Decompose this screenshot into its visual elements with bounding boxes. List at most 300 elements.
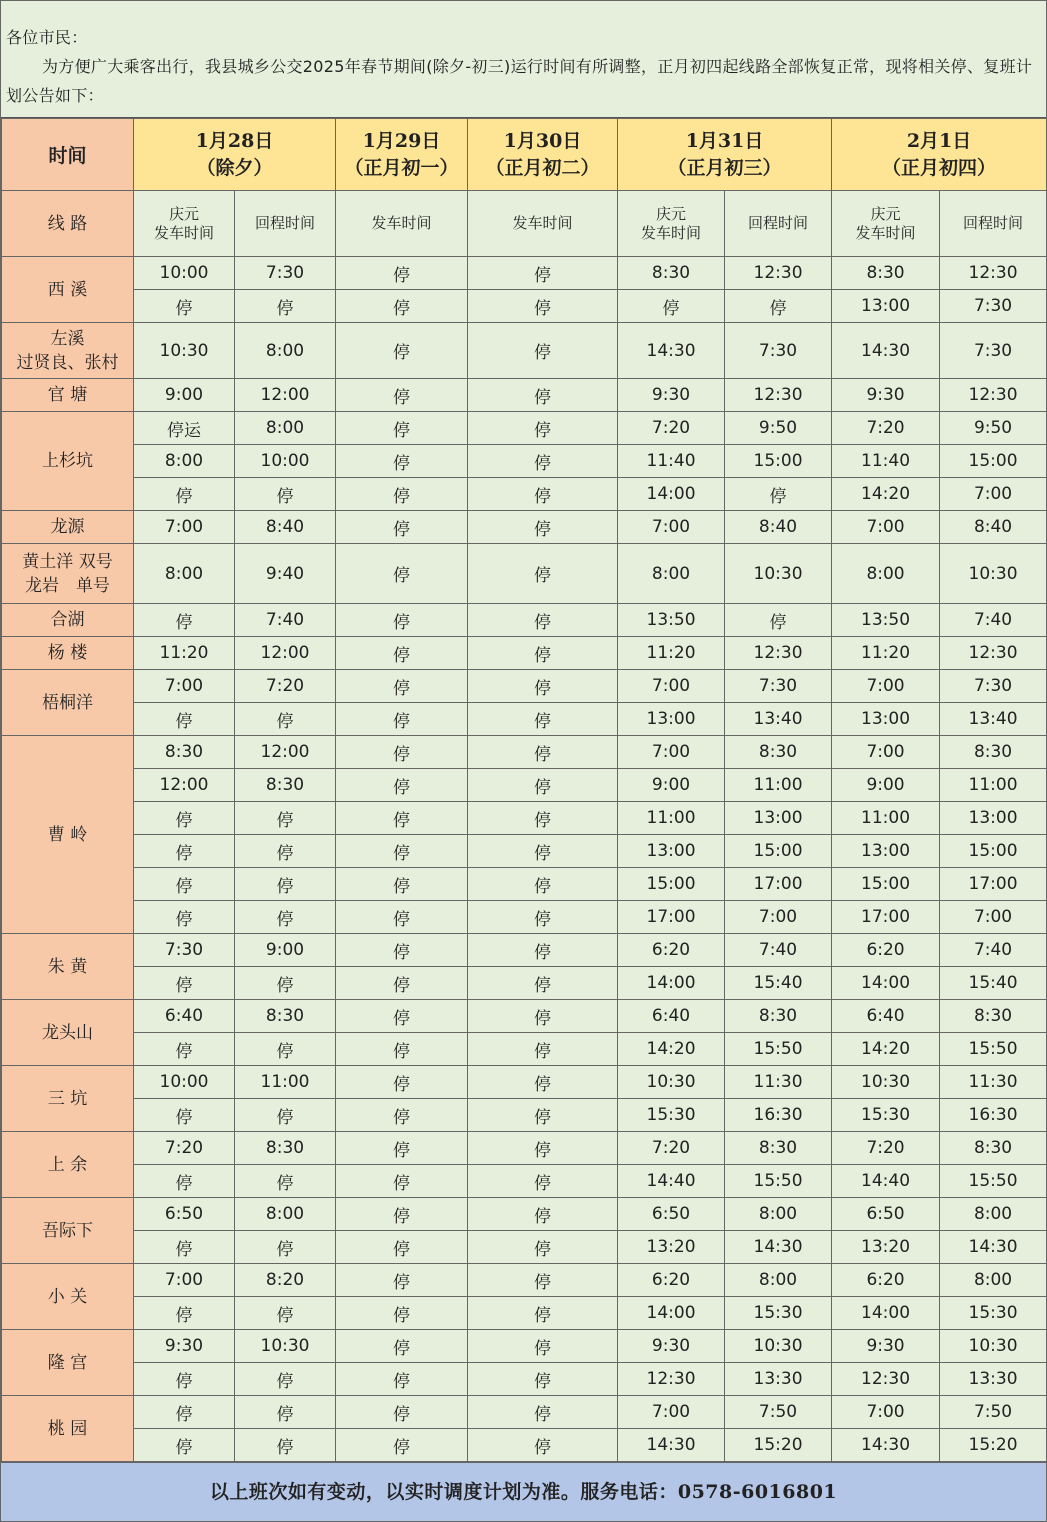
schedule-cell: 11:30 <box>940 1066 1047 1099</box>
schedule-cell: 7:00 <box>940 478 1047 511</box>
schedule-cell: 7:40 <box>940 604 1047 637</box>
table-row <box>2 1297 1047 1330</box>
schedule-cell: 停 <box>468 412 618 445</box>
table-row <box>2 901 1047 934</box>
date-label: 1月29日 <box>362 129 441 152</box>
schedule-cell: 停 <box>725 290 832 323</box>
schedule-cell: 15:30 <box>940 1297 1047 1330</box>
schedule-cell: 停 <box>468 1297 618 1330</box>
schedule-cell: 11:00 <box>725 769 832 802</box>
schedule-cell: 停 <box>336 1297 468 1330</box>
schedule-cell: 8:00 <box>235 412 336 445</box>
schedule-cell: 13:00 <box>832 703 940 736</box>
schedule-cell: 7:00 <box>618 670 725 703</box>
schedule-cell: 停 <box>468 835 618 868</box>
schedule-cell: 13:00 <box>618 835 725 868</box>
schedule-cell: 11:00 <box>832 802 940 835</box>
schedule-cell: 停 <box>235 967 336 1000</box>
schedule-cell: 停 <box>725 604 832 637</box>
schedule-cell: 停 <box>134 1231 235 1264</box>
schedule-body <box>2 257 1047 1462</box>
schedule-cell: 7:00 <box>832 670 940 703</box>
table-row <box>2 1066 1047 1099</box>
schedule-cell: 停 <box>468 934 618 967</box>
schedule-cell: 14:20 <box>832 478 940 511</box>
schedule-cell: 6:50 <box>832 1198 940 1231</box>
schedule-cell: 停 <box>336 1165 468 1198</box>
schedule-cell: 10:00 <box>134 1066 235 1099</box>
schedule-cell: 8:30 <box>618 257 725 290</box>
intro-body: 为方便广大乘客出行，我县城乡公交2025年春节期间(除夕-初三)运行时间有所调整，正月初四起线路全部恢复正常，现将相关停、复班计划公告如下： <box>6 57 1033 105</box>
schedule-cell: 停 <box>468 478 618 511</box>
table-row <box>2 257 1047 290</box>
schedule-cell: 停 <box>134 1165 235 1198</box>
schedule-cell: 停 <box>336 1066 468 1099</box>
schedule-cell: 8:30 <box>940 1000 1047 1033</box>
date-label: 1月28日 <box>195 129 274 152</box>
schedule-cell: 6:40 <box>134 1000 235 1033</box>
schedule-cell: 7:30 <box>725 323 832 379</box>
schedule-cell: 7:00 <box>832 736 940 769</box>
schedule-cell: 14:30 <box>725 1231 832 1264</box>
date-sub-label: （正月初三） <box>667 156 782 179</box>
schedule-cell: 10:30 <box>832 1066 940 1099</box>
schedule-cell: 停 <box>235 1165 336 1198</box>
schedule-cell: 停 <box>336 544 468 604</box>
route-name: 三 坑 <box>2 1066 134 1132</box>
table-row <box>2 769 1047 802</box>
schedule-cell: 7:00 <box>618 736 725 769</box>
schedule-cell: 8:30 <box>134 736 235 769</box>
schedule-cell: 6:40 <box>832 1000 940 1033</box>
schedule-cell: 停 <box>336 511 468 544</box>
schedule-cell: 8:00 <box>134 445 235 478</box>
schedule-cell: 停 <box>468 1165 618 1198</box>
schedule-cell: 停 <box>235 1033 336 1066</box>
schedule-cell: 8:30 <box>725 1132 832 1165</box>
schedule-cell: 15:30 <box>618 1099 725 1132</box>
schedule-cell: 7:20 <box>832 412 940 445</box>
schedule-cell: 停 <box>336 1363 468 1396</box>
sub-column-header: 回程时间 <box>235 191 336 257</box>
schedule-cell: 8:00 <box>235 1198 336 1231</box>
schedule-cell: 9:00 <box>832 769 940 802</box>
schedule-cell: 停 <box>336 1033 468 1066</box>
schedule-cell: 7:20 <box>134 1132 235 1165</box>
schedule-cell: 停 <box>336 670 468 703</box>
table-row <box>2 511 1047 544</box>
sub-column-header: 回程时间 <box>725 191 832 257</box>
schedule-cell: 7:00 <box>134 511 235 544</box>
time-header: 时间 <box>2 119 134 191</box>
schedule-cell: 7:30 <box>235 257 336 290</box>
schedule-cell: 9:00 <box>618 769 725 802</box>
schedule-cell: 13:20 <box>618 1231 725 1264</box>
schedule-cell: 14:30 <box>940 1231 1047 1264</box>
schedule-cell: 停 <box>468 604 618 637</box>
schedule-cell: 停 <box>468 1330 618 1363</box>
schedule-cell: 9:00 <box>134 379 235 412</box>
schedule-cell: 13:00 <box>618 703 725 736</box>
schedule-cell: 停 <box>235 802 336 835</box>
route-name: 隆 宫 <box>2 1330 134 1396</box>
schedule-cell: 7:20 <box>618 412 725 445</box>
table-row <box>2 290 1047 323</box>
schedule-cell: 12:30 <box>940 379 1047 412</box>
schedule-cell: 10:00 <box>134 257 235 290</box>
schedule-cell: 停 <box>336 1429 468 1462</box>
schedule-cell: 12:30 <box>725 257 832 290</box>
schedule-cell: 10:30 <box>725 1330 832 1363</box>
schedule-cell: 15:20 <box>940 1429 1047 1462</box>
schedule-cell: 7:30 <box>940 670 1047 703</box>
route-name: 龙源 <box>2 511 134 544</box>
schedule-cell: 停 <box>134 1099 235 1132</box>
schedule-cell: 8:00 <box>235 323 336 379</box>
schedule-cell: 停 <box>336 604 468 637</box>
schedule-cell: 停 <box>235 1363 336 1396</box>
schedule-cell: 7:30 <box>940 323 1047 379</box>
schedule-cell: 7:50 <box>940 1396 1047 1429</box>
schedule-cell: 14:00 <box>618 478 725 511</box>
schedule-cell: 16:30 <box>725 1099 832 1132</box>
date-sub-label: （除夕） <box>196 156 273 179</box>
schedule-cell: 14:00 <box>832 1297 940 1330</box>
schedule-cell: 12:30 <box>940 257 1047 290</box>
schedule-cell: 停 <box>336 412 468 445</box>
schedule-cell: 11:20 <box>618 637 725 670</box>
schedule-cell: 8:00 <box>134 544 235 604</box>
date-label: 1月31日 <box>685 129 764 152</box>
schedule-cell: 停 <box>235 1099 336 1132</box>
schedule-cell: 9:40 <box>235 544 336 604</box>
schedule-cell: 15:50 <box>725 1165 832 1198</box>
schedule-cell: 停 <box>134 1363 235 1396</box>
schedule-cell: 停 <box>468 736 618 769</box>
schedule-cell: 停 <box>235 901 336 934</box>
table-row <box>2 670 1047 703</box>
schedule-cell: 停 <box>468 1429 618 1462</box>
schedule-cell: 9:50 <box>725 412 832 445</box>
date-sub-label: （正月初二） <box>485 156 600 179</box>
schedule-cell: 停 <box>134 604 235 637</box>
schedule-cell: 停 <box>618 290 725 323</box>
schedule-cell: 15:00 <box>940 835 1047 868</box>
table-row <box>2 703 1047 736</box>
schedule-cell: 11:20 <box>832 637 940 670</box>
route-name: 梧桐洋 <box>2 670 134 736</box>
date-sub-label: （正月初一） <box>344 156 459 179</box>
schedule-cell: 停 <box>468 379 618 412</box>
footer-note: 以上班次如有变动，以实时调度计划为准。服务电话：0578-6016801 <box>1 1462 1046 1521</box>
schedule-cell: 17:00 <box>940 868 1047 901</box>
schedule-cell: 10:00 <box>235 445 336 478</box>
schedule-cell: 13:50 <box>832 604 940 637</box>
table-row <box>2 967 1047 1000</box>
schedule-cell: 11:00 <box>618 802 725 835</box>
date-sub-label: （正月初四） <box>882 156 997 179</box>
schedule-cell: 停 <box>468 1231 618 1264</box>
schedule-cell: 14:20 <box>832 1033 940 1066</box>
route-name: 吾际下 <box>2 1198 134 1264</box>
route-name: 小 关 <box>2 1264 134 1330</box>
table-row <box>2 1264 1047 1297</box>
route-name: 龙头山 <box>2 1000 134 1066</box>
route-name: 官 塘 <box>2 379 134 412</box>
schedule-cell: 7:00 <box>832 511 940 544</box>
schedule-cell: 9:30 <box>832 379 940 412</box>
schedule-cell: 8:30 <box>832 257 940 290</box>
schedule-cell: 14:40 <box>832 1165 940 1198</box>
schedule-cell: 6:20 <box>618 934 725 967</box>
schedule-cell: 7:30 <box>134 934 235 967</box>
schedule-cell: 15:40 <box>725 967 832 1000</box>
schedule-cell: 15:00 <box>832 868 940 901</box>
schedule-cell: 7:30 <box>940 290 1047 323</box>
schedule-cell: 15:00 <box>940 445 1047 478</box>
table-row <box>2 1198 1047 1231</box>
schedule-cell: 14:00 <box>618 967 725 1000</box>
schedule-cell: 11:20 <box>134 637 235 670</box>
schedule-cell: 17:00 <box>618 901 725 934</box>
schedule-cell: 停 <box>134 703 235 736</box>
route-name: 上 余 <box>2 1132 134 1198</box>
table-row <box>2 1396 1047 1429</box>
schedule-cell: 9:30 <box>618 1330 725 1363</box>
schedule-cell: 停 <box>468 257 618 290</box>
schedule-cell: 10:30 <box>134 323 235 379</box>
sub-column-header: 回程时间 <box>940 191 1047 257</box>
schedule-cell: 停 <box>468 1264 618 1297</box>
schedule-cell: 10:30 <box>725 544 832 604</box>
schedule-cell: 15:20 <box>725 1429 832 1462</box>
schedule-cell: 16:30 <box>940 1099 1047 1132</box>
schedule-cell: 停 <box>468 1000 618 1033</box>
schedule-cell: 12:00 <box>235 379 336 412</box>
schedule-cell: 停 <box>134 835 235 868</box>
schedule-cell: 7:00 <box>725 901 832 934</box>
schedule-cell: 14:00 <box>618 1297 725 1330</box>
schedule-cell: 停 <box>468 637 618 670</box>
schedule-cell: 7:00 <box>618 511 725 544</box>
route-name: 桃 园 <box>2 1396 134 1462</box>
schedule-cell: 8:40 <box>235 511 336 544</box>
schedule-cell: 7:30 <box>725 670 832 703</box>
date-header-row <box>2 119 1047 191</box>
table-row <box>2 1429 1047 1462</box>
schedule-cell: 13:00 <box>725 802 832 835</box>
schedule-cell: 7:00 <box>832 1396 940 1429</box>
schedule-cell: 停 <box>336 769 468 802</box>
schedule-cell: 14:40 <box>618 1165 725 1198</box>
sub-column-header: 发车时间 <box>336 191 468 257</box>
schedule-cell: 13:50 <box>618 604 725 637</box>
schedule-cell: 10:30 <box>618 1066 725 1099</box>
schedule-cell: 停 <box>336 1132 468 1165</box>
schedule-cell: 12:30 <box>725 637 832 670</box>
schedule-cell: 停 <box>468 868 618 901</box>
schedule-cell: 15:00 <box>725 835 832 868</box>
schedule-cell: 停 <box>468 1396 618 1429</box>
date-header <box>832 119 1047 191</box>
schedule-cell: 停 <box>468 1099 618 1132</box>
schedule-cell: 12:00 <box>235 637 336 670</box>
schedule-cell: 停 <box>134 290 235 323</box>
schedule-cell: 9:50 <box>940 412 1047 445</box>
schedule-cell: 停 <box>134 901 235 934</box>
route-name: 西 溪 <box>2 257 134 323</box>
table-row <box>2 379 1047 412</box>
schedule-cell: 11:40 <box>618 445 725 478</box>
schedule-cell: 14:30 <box>832 1429 940 1462</box>
schedule-cell: 7:40 <box>235 604 336 637</box>
table-row <box>2 934 1047 967</box>
schedule-cell: 12:30 <box>725 379 832 412</box>
schedule-cell: 7:40 <box>940 934 1047 967</box>
date-header <box>468 119 618 191</box>
schedule-cell: 10:30 <box>940 544 1047 604</box>
schedule-cell: 8:30 <box>235 1132 336 1165</box>
schedule-cell: 15:40 <box>940 967 1047 1000</box>
date-header <box>336 119 468 191</box>
schedule-cell: 8:00 <box>725 1198 832 1231</box>
schedule-cell: 14:20 <box>618 1033 725 1066</box>
schedule-cell: 13:00 <box>832 290 940 323</box>
schedule-cell: 停 <box>235 1297 336 1330</box>
schedule-cell: 停 <box>134 868 235 901</box>
schedule-cell: 停 <box>336 736 468 769</box>
schedule-cell: 8:30 <box>235 769 336 802</box>
date-label: 2月1日 <box>906 129 972 152</box>
schedule-cell: 7:00 <box>618 1396 725 1429</box>
schedule-cell: 停 <box>336 1396 468 1429</box>
schedule-cell: 停 <box>336 257 468 290</box>
column-header-row <box>2 191 1047 257</box>
schedule-cell: 8:30 <box>940 736 1047 769</box>
table-row <box>2 1000 1047 1033</box>
schedule-cell: 9:30 <box>618 379 725 412</box>
schedule-cell: 停 <box>336 703 468 736</box>
route-name: 黄土洋 双号 龙岩 单号 <box>2 544 134 604</box>
schedule-cell: 14:00 <box>832 967 940 1000</box>
schedule-cell: 13:40 <box>725 703 832 736</box>
table-row <box>2 637 1047 670</box>
schedule-cell: 停 <box>468 290 618 323</box>
schedule-cell: 6:20 <box>832 934 940 967</box>
schedule-cell: 停 <box>468 802 618 835</box>
schedule-cell: 停 <box>336 934 468 967</box>
schedule-cell: 停 <box>468 670 618 703</box>
table-row <box>2 835 1047 868</box>
table-row <box>2 1132 1047 1165</box>
date-label: 1月30日 <box>503 129 582 152</box>
schedule-cell: 6:20 <box>618 1264 725 1297</box>
schedule-cell: 停 <box>468 967 618 1000</box>
schedule-cell: 停 <box>336 1264 468 1297</box>
date-header <box>134 119 336 191</box>
table-row <box>2 868 1047 901</box>
schedule-cell: 停 <box>336 1000 468 1033</box>
schedule-cell: 停 <box>336 637 468 670</box>
sub-column-header: 庆元 发车时间 <box>618 191 725 257</box>
schedule-cell: 8:40 <box>725 511 832 544</box>
table-row <box>2 1099 1047 1132</box>
schedule-cell: 停 <box>336 1330 468 1363</box>
route-name: 左溪 过贤良、张村 <box>2 323 134 379</box>
schedule-cell: 13:20 <box>832 1231 940 1264</box>
table-row <box>2 1231 1047 1264</box>
schedule-cell: 7:40 <box>725 934 832 967</box>
schedule-cell: 停 <box>336 967 468 1000</box>
schedule-cell: 11:30 <box>725 1066 832 1099</box>
schedule-cell: 8:00 <box>940 1264 1047 1297</box>
schedule-cell: 停 <box>235 1396 336 1429</box>
schedule-cell: 停 <box>134 1396 235 1429</box>
schedule-cell: 8:00 <box>940 1198 1047 1231</box>
schedule-cell: 6:40 <box>618 1000 725 1033</box>
table-row <box>2 478 1047 511</box>
schedule-cell: 15:50 <box>725 1033 832 1066</box>
schedule-cell: 停运 <box>134 412 235 445</box>
schedule-cell: 7:00 <box>940 901 1047 934</box>
schedule-cell: 12:30 <box>940 637 1047 670</box>
date-header <box>618 119 832 191</box>
schedule-cell: 11:00 <box>235 1066 336 1099</box>
schedule-cell: 11:00 <box>940 769 1047 802</box>
table-row <box>2 323 1047 379</box>
schedule-cell: 13:00 <box>940 802 1047 835</box>
notice-intro <box>1 1 1046 118</box>
schedule-cell: 12:00 <box>134 769 235 802</box>
schedule-cell: 15:00 <box>725 445 832 478</box>
schedule-cell: 停 <box>134 1297 235 1330</box>
schedule-cell: 8:20 <box>235 1264 336 1297</box>
schedule-cell: 14:30 <box>832 323 940 379</box>
schedule-table <box>1 118 1047 1462</box>
schedule-cell: 停 <box>134 967 235 1000</box>
schedule-cell: 停 <box>336 445 468 478</box>
schedule-cell: 8:30 <box>235 1000 336 1033</box>
schedule-cell: 停 <box>336 802 468 835</box>
schedule-cell: 12:30 <box>618 1363 725 1396</box>
sub-column-header: 发车时间 <box>468 191 618 257</box>
schedule-cell: 停 <box>235 703 336 736</box>
schedule-cell: 6:20 <box>832 1264 940 1297</box>
table-row <box>2 1363 1047 1396</box>
schedule-cell: 停 <box>468 544 618 604</box>
schedule-cell: 停 <box>468 769 618 802</box>
schedule-cell: 停 <box>336 323 468 379</box>
schedule-cell: 14:30 <box>618 323 725 379</box>
schedule-cell: 停 <box>468 511 618 544</box>
schedule-cell: 13:00 <box>832 835 940 868</box>
schedule-cell: 停 <box>468 445 618 478</box>
schedule-cell: 8:30 <box>725 736 832 769</box>
schedule-cell: 停 <box>336 1231 468 1264</box>
schedule-cell: 停 <box>336 1198 468 1231</box>
schedule-cell: 停 <box>336 290 468 323</box>
route-name: 合湖 <box>2 604 134 637</box>
schedule-cell: 8:30 <box>940 1132 1047 1165</box>
schedule-cell: 15:50 <box>940 1165 1047 1198</box>
schedule-cell: 10:30 <box>235 1330 336 1363</box>
schedule-cell: 停 <box>235 290 336 323</box>
schedule-cell: 停 <box>468 703 618 736</box>
schedule-cell: 15:00 <box>618 868 725 901</box>
schedule-cell: 停 <box>468 1198 618 1231</box>
route-header: 线 路 <box>2 191 134 257</box>
schedule-cell: 12:00 <box>235 736 336 769</box>
